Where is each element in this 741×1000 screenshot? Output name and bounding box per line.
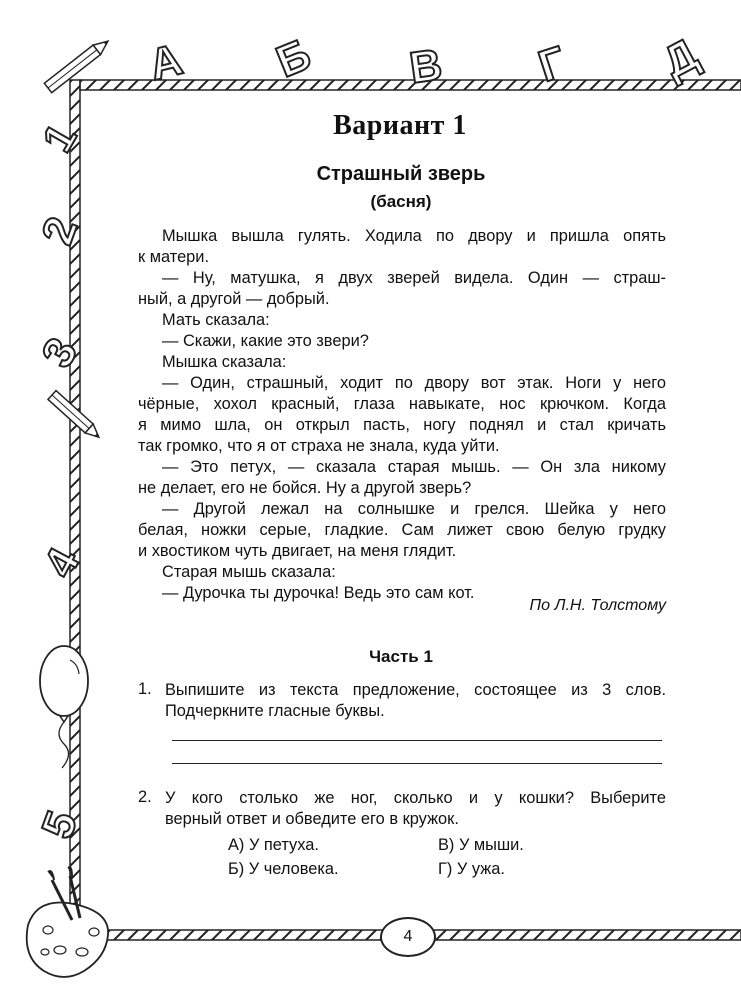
story-line: чёрные, хохол красный, глаза навыкате, нос крючком. Когда [138,395,666,413]
story-line: Мышка сказала: [162,353,287,371]
answer-option[interactable]: А) У петуха. [228,836,319,854]
answer-option[interactable]: В) У мыши. [438,836,524,854]
story-line: — Ну, матушка, я двух зверей видела. Один — страш- [162,269,666,287]
question-number: 2. [138,788,152,806]
answer-line[interactable] [172,740,662,741]
story-line: — Другой лежал на солнышке и грелся. Шейка у него [162,500,666,518]
decor-letter: А [144,34,188,91]
answer-line[interactable] [172,763,662,764]
story-line: — Дурочка ты дурочка! Ведь это сам кот. [162,584,475,602]
decor-letter: Б [269,29,318,88]
question-text: верный ответ и обведите его в кружок. [165,810,459,828]
story-title: Страшный зверь [316,163,486,185]
story-line: Старая мышь сказала: [162,563,336,581]
story-author: По Л.Н. Толстому [529,597,666,614]
page-number: 4 [380,917,436,957]
question-text: У кого столько же ног, сколько и у кошки? Выберите [165,789,666,807]
decor-digit: 4 [34,540,90,586]
story-subtitle: (басня) [370,192,432,211]
story-line: белая, ножки серые, гладкие. Сам лижет свою белую грудку [138,521,666,539]
decor-digit: 2 [32,210,87,251]
decor-digit: 5 [32,804,87,845]
story-line: и хвостиком чуть двигает, на меня глядит. [138,542,457,560]
decor-letter: Д [655,29,706,88]
story-line: к матери. [138,248,210,266]
page-title: Вариант 1 [333,110,467,141]
side-digit-decor [0,100,100,860]
story-line: — Скажи, какие это звери? [162,332,369,350]
story-line: ный, а другой — добрый. [138,290,330,308]
question-text: Подчеркните гласные буквы. [165,702,385,720]
story-line: — Это петух, — сказала старая мышь. — Он зла никому [162,458,666,476]
palette-icon [27,867,108,977]
top-letter-decor [0,0,741,100]
decor-letter: В [406,40,445,93]
question-text: Выпишите из текста предложение, состоящее из 3 слов. [165,681,666,699]
part-heading: Часть 1 [369,647,433,666]
answer-option[interactable]: Г) У ужа. [438,860,505,878]
story-line: — Один, страшный, ходит по двору вот этак. Ноги у него [162,374,666,392]
story-line: Мать сказала: [162,311,270,329]
decor-digit: 1 [33,115,86,160]
decor-letter: Г [532,37,572,92]
story-line: Мышка вышла гулять. Ходила по двору и пришла опять [162,227,666,245]
answer-option[interactable]: Б) У человека. [228,860,339,878]
story-line: не делает, его не бойся. Ну а другой зверь? [138,479,472,497]
question-number: 1. [138,680,152,698]
story-line: так громко, что я от страха не знала, куда уйти. [138,437,500,455]
decor-digit: 3 [32,329,88,376]
story-line: я мимо шла, он открыл пасть, ногу поднял и стал кричать [138,416,666,434]
